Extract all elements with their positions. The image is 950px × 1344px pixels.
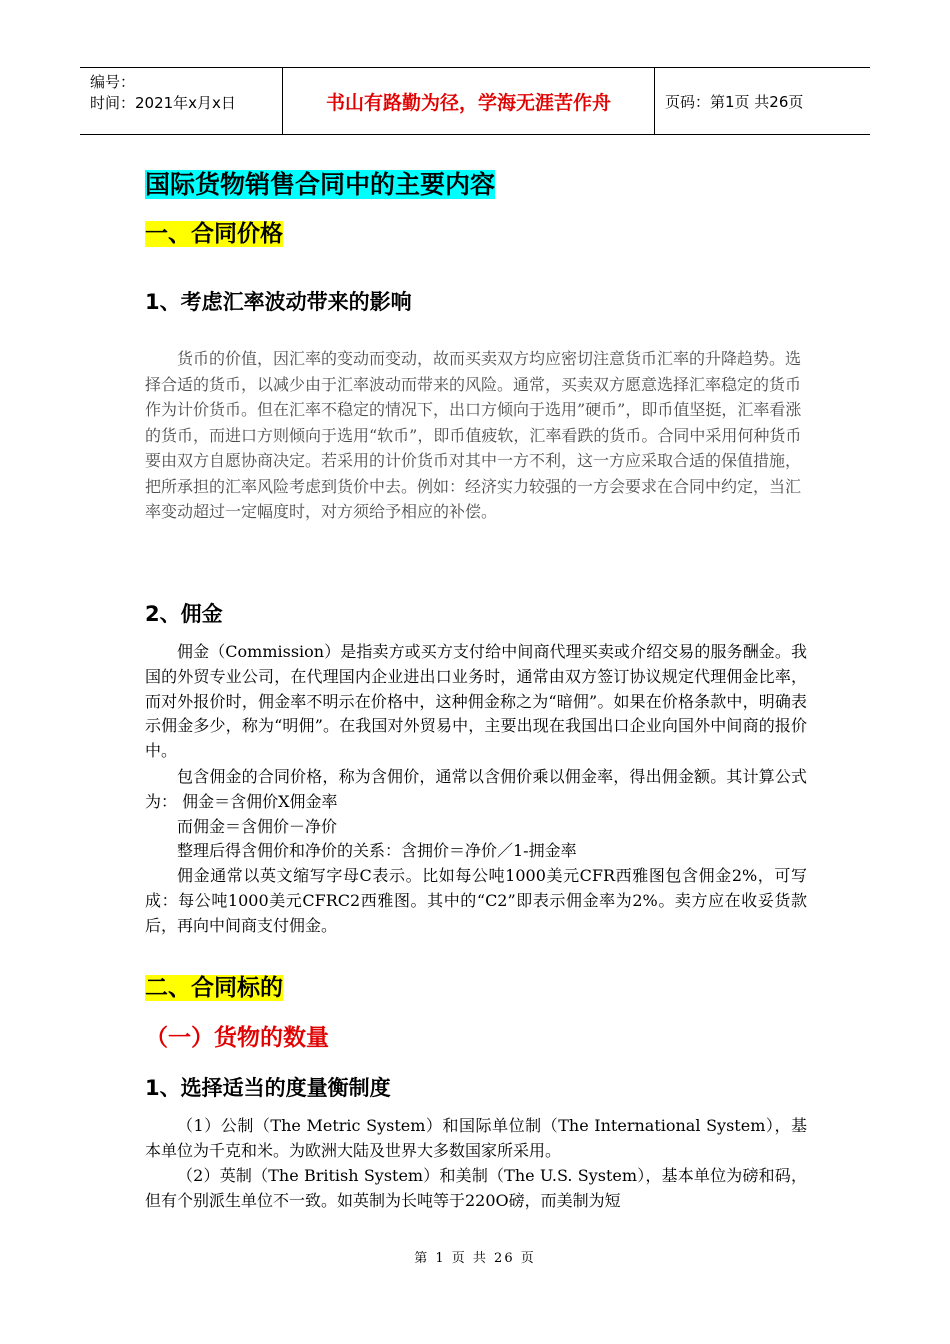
number-label: 编号： xyxy=(90,73,136,91)
paragraph-metric-system: （1）公制（The Metric System）和国际单位制（The International System），基本单位为千克和米。为欧洲大陆及世界大多数国家所采用。 xyxy=(145,1116,807,1160)
subheading-commission: 2、佣金 xyxy=(145,602,223,626)
time-label: 时间：2021年x月x日 xyxy=(90,94,236,112)
header-page-info: 页码：第1页 共26页 xyxy=(665,92,804,111)
subheading-exchange-rate: 1、考虑汇率波动带来的影响 xyxy=(145,290,412,314)
page-footer: 第 1 页 共 26 页 xyxy=(414,1251,536,1266)
paragraph-british-system: （2）英制（The British System）和美制（The U.S. System），基本单位为磅和码，但有个别派生单位不一致。如英制为长吨等于220O磅，而美制为短 xyxy=(145,1166,807,1210)
paragraph-price-relation: 整理后得含佣价和净价的关系：含拥价＝净价／1-拥金率 xyxy=(177,841,577,860)
paragraph-commission-example: 佣金通常以英文缩写字母C表示。比如每公吨1000美元CFR西雅图包含佣金2%，可写成：每公吨1000美元CFRC2西雅图。其中的“C2”即表示佣金率为2%。卖方应在收妥货款后，再向中间商支付佣金。 xyxy=(145,866,807,935)
header-left-cell xyxy=(80,68,282,134)
paragraph-commission-definition: 佣金（Commission）是指卖方或买方支付给中间商代理买卖或介绍交易的服务酬金。我国的外贸专业公司，在代理国内企业进出口业务时，通常由双方签订协议规定代理佣金比率，而对外报价时，佣金率不明示在价格中，这种佣金称之为“暗佣”。如果在价格条款中，明确表示佣金多少，称为“明佣”。在我国对外贸易中，主要出现在我国出口企业向国外中间商的报价中。 xyxy=(145,642,807,761)
paragraph-commission-formula: 包含佣金的合同价格，称为含佣价，通常以含佣价乘以佣金率，得出佣金额。其计算公式为： 佣金＝含佣价X佣金率 xyxy=(145,767,807,811)
subheading-measurement-system: 1、选择适当的度量衡制度 xyxy=(145,1076,391,1100)
paragraph-net-price: 而佣金＝含佣价－净价 xyxy=(177,817,338,836)
document-title: 国际货物销售合同中的主要内容 xyxy=(145,170,496,199)
subheading-quantity: （一）货物的数量 xyxy=(145,1025,329,1051)
paragraph-exchange-rate: 货币的价值，因汇率的变动而变动，故而买卖双方均应密切注意货币汇率的升降趋势。选择合适的货币，以减少由于汇率波动而带来的风险。通常，买卖双方愿意选择汇率稳定的货币作为计价货币。但在汇率不稳定的情况下，出口方倾向于选用”硬币”，即币值坚挺，汇率看涨的货币，而进口方则倾向于选用“软币”，即币值疲软，汇率看跌的货币。合同中采用何种货币要由双方自愿协商决定。若采用的计价货币对其中一方不利，这一方应采取合适的保值措施，把所承担的汇率风险考虑到货价中去。例如：经济实力较强的一方会要求在合同中约定，当汇率变动超过一定幅度时，对方须给予相应的补偿。 xyxy=(145,349,802,521)
header-table xyxy=(80,67,870,135)
header-motto: 书山有路勤为径，学海无涯苦作舟 xyxy=(282,68,655,134)
section-heading-price: 一、合同价格 xyxy=(145,221,283,247)
section-heading-subject: 二、合同标的 xyxy=(145,975,283,1001)
